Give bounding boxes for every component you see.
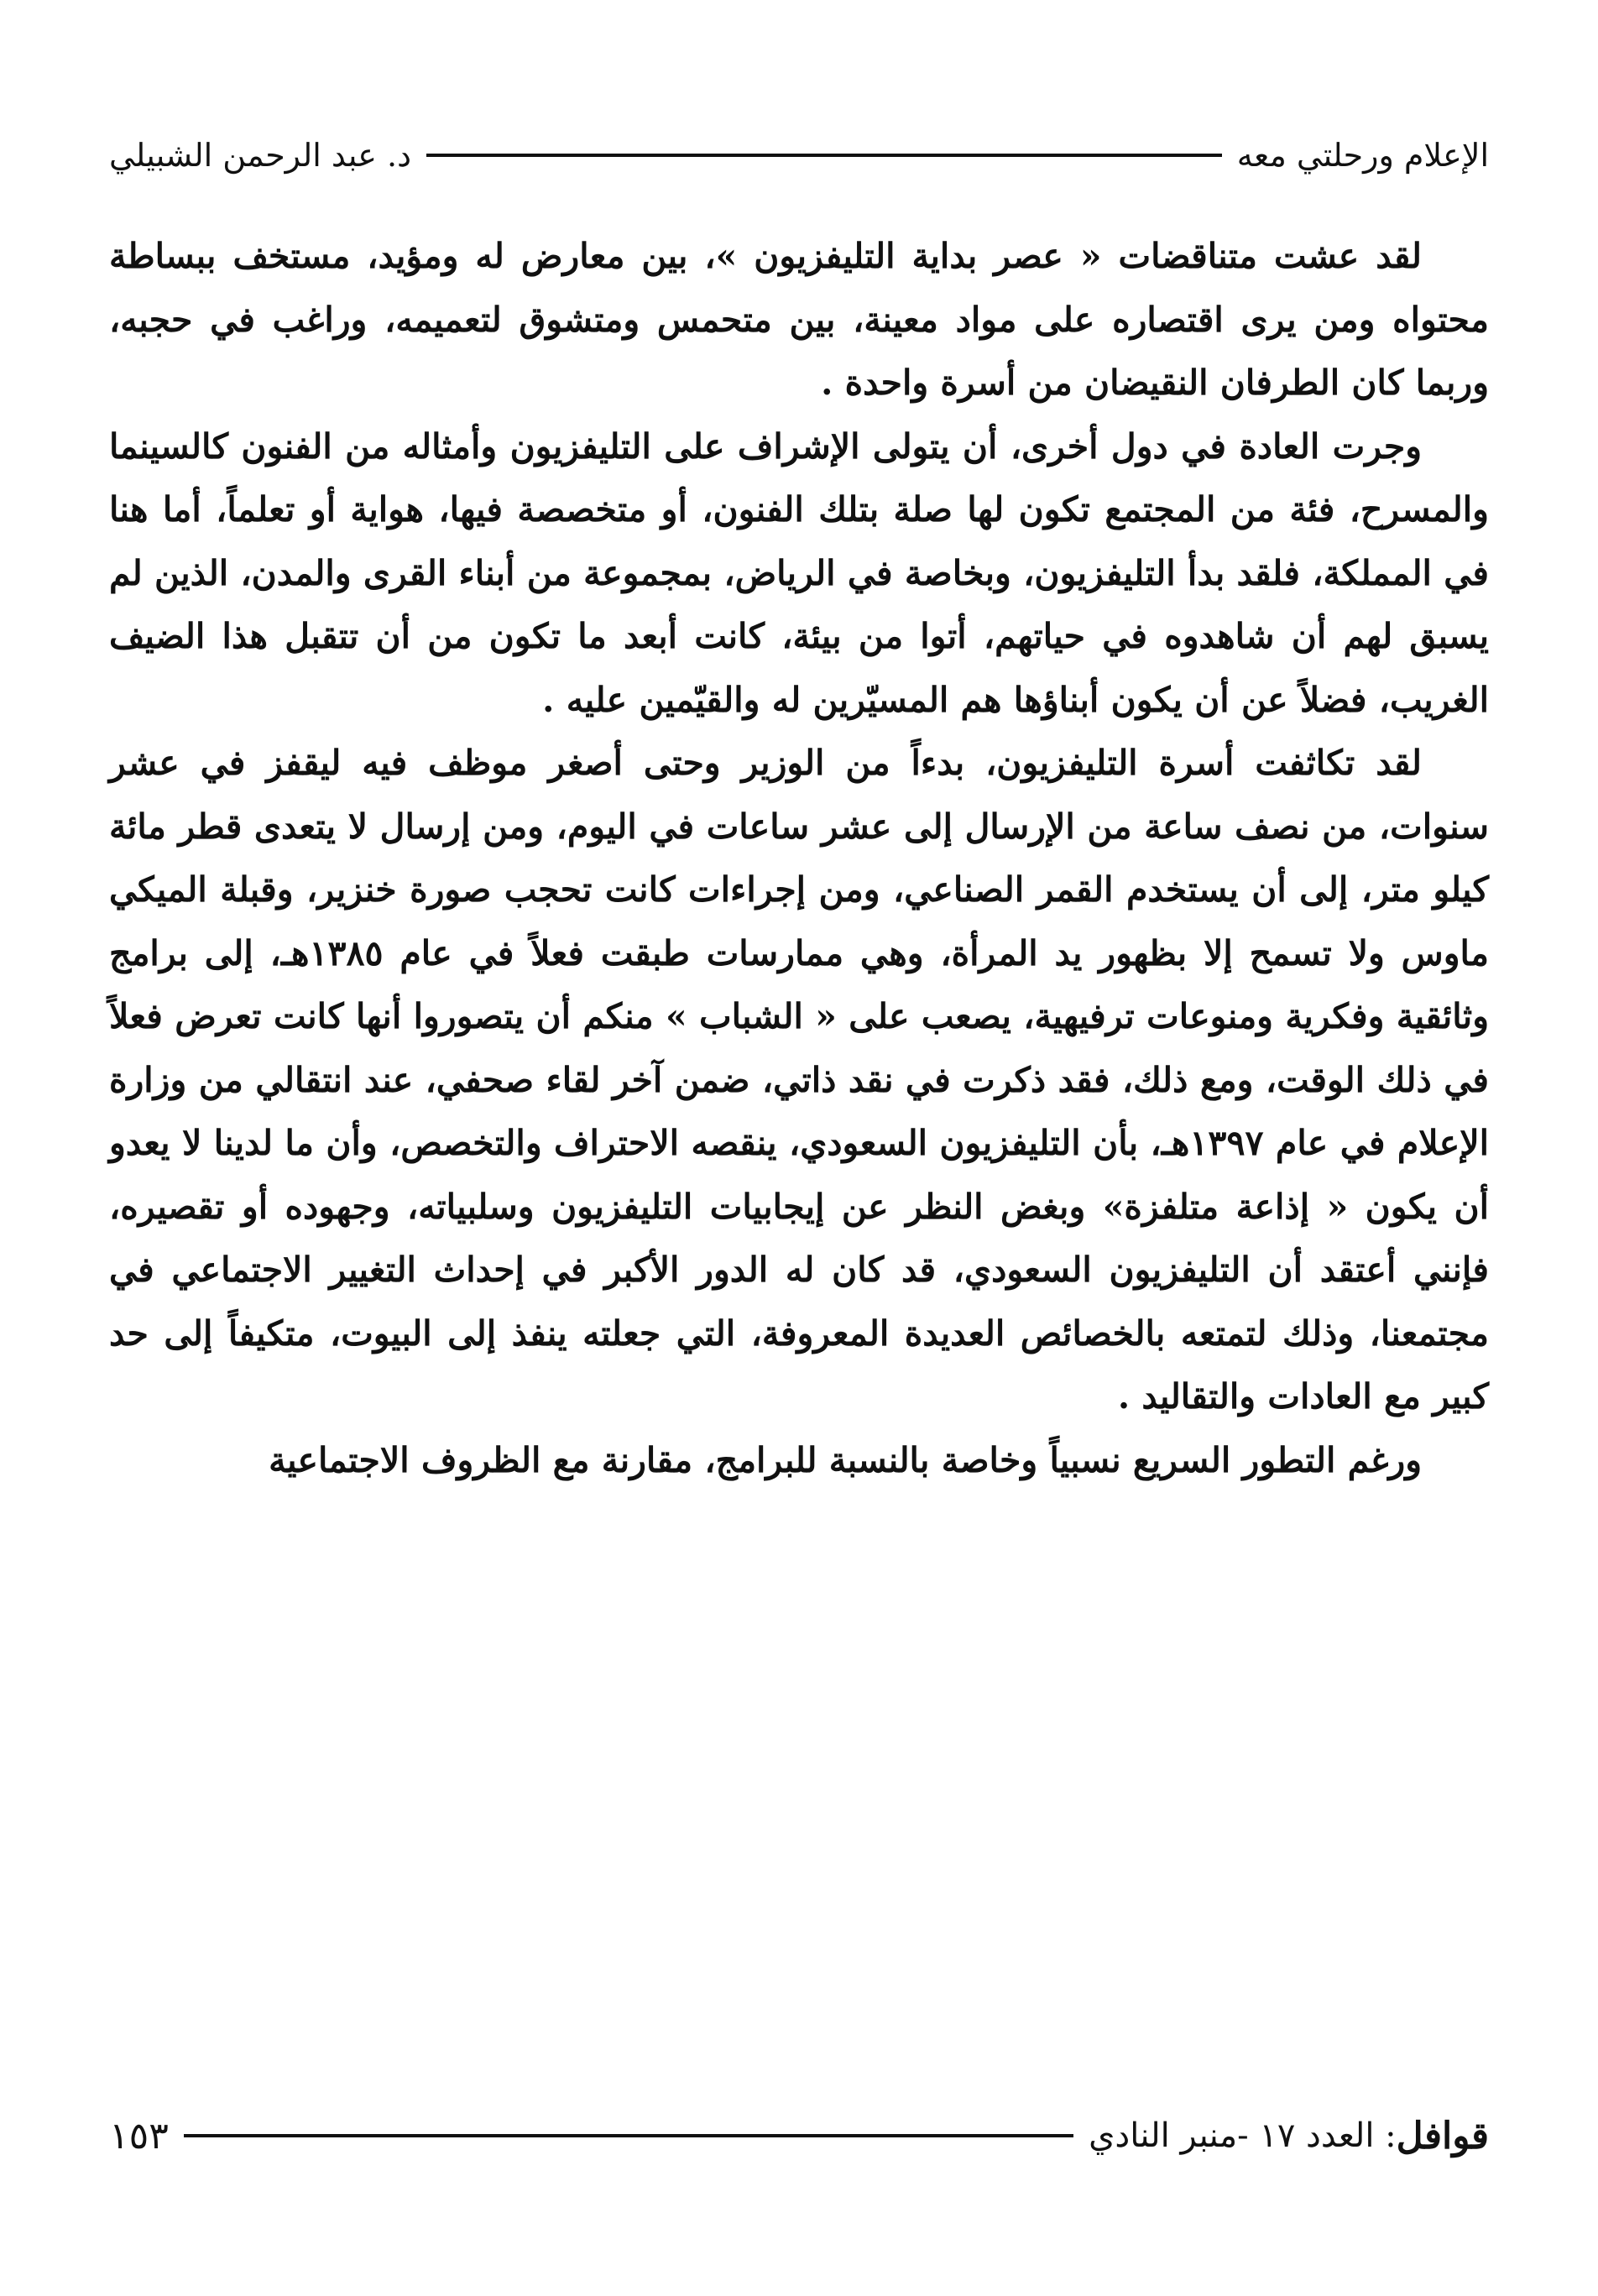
body-text (109, 225, 1489, 1492)
paragraph-3: لقد تكاثفت أسرة التليفزيون، بدءاً من الوزير وحتى أصغر موظف فيه ليقفز في عشر سنوات، من نصف ساعة من الإرسال إلى عشر ساعات في اليوم، ومن إرسال لا يتعدى قطر مائة كيلو متر، إلى أن يستخدم القمر الصناعي، ومن إجراءات كانت تحجب صورة خنزير، وقبلة الميكي ماوس ولا تسمح إلا بظهور يد المرأة، وهي ممارسات طبقت فعلاً في عام ١٣٨٥هـ، إلى برامج وثائقية وفكرية ومنوعات ترفيهية، يصعب على « الشباب » منكم أن يتصوروا أنها كانت تعرض فعلاً في ذلك الوقت، ومع ذلك، فقد ذكرت في نقد ذاتي، ضمن آخر لقاء صحفي، عند انتقالي من وزارة الإعلام في عام ١٣٩٧هـ، بأن التليفزيون السعودي، ينقصه الاحتراف والتخصص، وأن ما لدينا لا يعدو أن يكون « إذاعة متلفزة» وبغض النظر عن إيجابيات التليفزيون وسلبياته، وجهوده أو تقصيره، فإنني أعتقد أن التليفزيون السعودي، قد كان له الدور الأكبر في إحداث التغيير الاجتماعي في مجتمعنا، وذلك لتمتعه بالخصائص العديدة المعروفة، التي جعلته ينفذ إلى البيوت، متكيفاً إلى حد كبير مع العادات والتقاليد . (109, 743, 1489, 1417)
paragraph-2: وجرت العادة في دول أخرى، أن يتولى الإشراف على التليفزيون وأمثاله من الفنون كالسينما والمسرح، فئة من المجتمع تكون لها صلة بتلك الفنون، أو متخصصة فيها، هواية أو تعلماً، أما هنا في المملكة، فلقد بدأ التليفزيون، وبخاصة في الرياض، بمجموعة من أبناء القرى والمدن، الذين لم يسبق لهم أن شاهدوه في حياتهم، أتوا من بيئة، كانت أبعد ما تكون من أن تتقبل هذا الضيف الغريب، فضلاً عن أن يكون أبناؤها هم المسيّرين له والقيّمين عليه . (109, 425, 1489, 720)
author-name: د. عبد الرحمن الشبيلي (109, 137, 412, 174)
book-title: الإعلام ورحلتي معه (1236, 137, 1489, 174)
issue-label: : العدد ١٧ -منبر النادي (1089, 2116, 1397, 2155)
footer-rule (184, 2134, 1073, 2137)
running-footer (109, 2106, 1489, 2165)
header-rule (426, 154, 1222, 157)
paragraph-4: ورغم التطور السريع نسبياً وخاصة بالنسبة للبرامج، مقارنة مع الظروف الاجتماعية (269, 1439, 1422, 1480)
paragraph-1: لقد عشت متناقضات « عصر بداية التليفزيون »، بين معارض له ومؤيد، مستخف ببساطة محتواه ومن يرى اقتصاره على مواد معينة، بين متحمس ومتشوق لتعميمه، وراغب في حجبه، وربما كان الطرفان النقيضان من أسرة واحدة . (109, 236, 1489, 403)
running-header (109, 126, 1489, 185)
journal-name: قوافل (1396, 2114, 1489, 2158)
page-number: ١٥٣ (109, 2114, 169, 2158)
